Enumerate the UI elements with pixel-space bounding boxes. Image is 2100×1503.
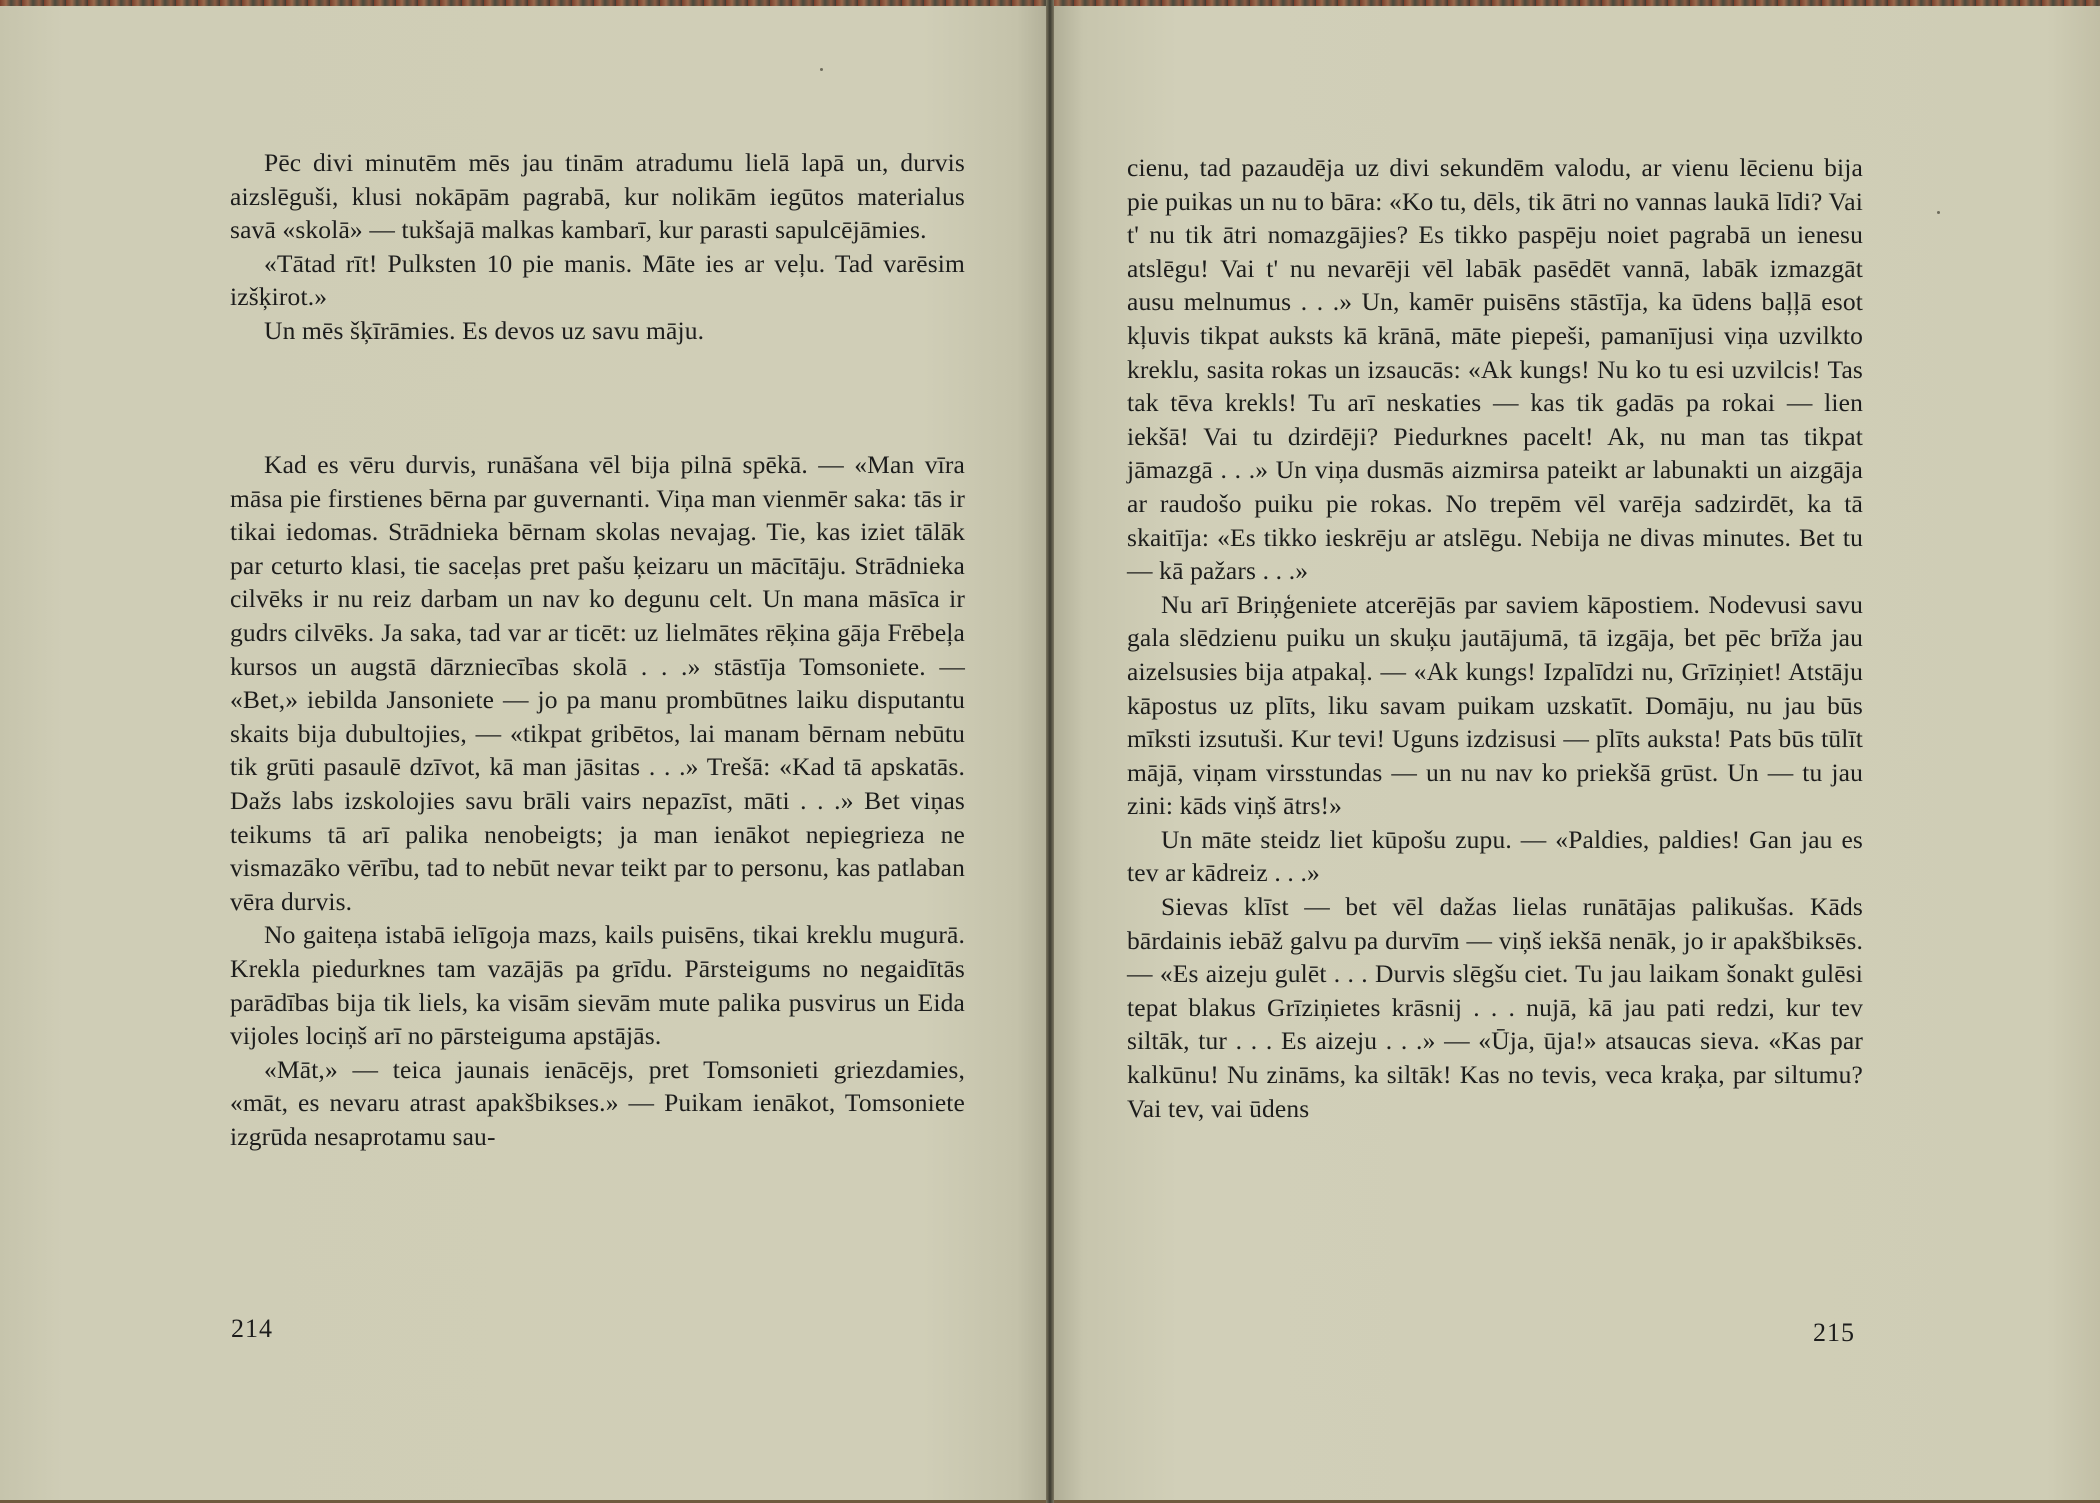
page-number-left: 214	[231, 1314, 273, 1343]
paragraph: «Tātad rīt! Pulksten 10 pie manis. Māte ies ar veļu. Tad varēsim izšķirot.»	[230, 248, 965, 312]
left-text-block-main	[230, 448, 965, 1153]
right-text-block	[1127, 151, 1863, 1125]
paragraph: Nu arī Briņģeniete atcerējās par saviem kāpostiem. Nodevusi savu gala slēdzienu puiku un skuķu jautājumā, tā izgāja, bet pēc brīža jau aizelsusies bija atpakaļ. — «Ak kungs! Izpalīdzi nu, Grīziņiet! Atstāju kāpostus uz plīts, liku savam puikam uzskatīt. Domāju, nu jau būs mīksti izsutuši. Kur tevi! Uguns izdzisusi — plīts auksta! Pats būs tūlīt mājā, viņam virsstundas — un nu nav ko priekšā grūst. Un — tu jau zini: kāds viņš ātrs!»	[1127, 589, 1863, 821]
paragraph: «Māt,» — teica jaunais ienācējs, pret Tomsonieti griezdamies, «māt, es nevaru atrast apakšbikses.» — Puikam ienākot, Tomsoniete izgrūda nesaprotamu sau-	[230, 1054, 965, 1151]
left-page	[0, 6, 1048, 1500]
paragraph: Un māte steidz liet kūpošu zupu. — «Paldies, paldies! Gan jau es tev ar kādreiz . . .»	[1127, 824, 1863, 888]
paragraph: Pēc divi minutēm mēs jau tinām atradumu lielā lapā un, durvis aizslēguši, klusi nokāpām pagrabā, kur nolikām iegūtos materialus savā «skolā» — tukšajā malkas kambarī, kur parasti sapulcējāmies.	[230, 148, 965, 245]
paper-speck	[1937, 211, 1940, 214]
paragraph: cienu, tad pazaudēja uz divi sekundēm valodu, ar vienu lēcienu bija pie puikas un nu to bāra: «Ko tu, dēls, tik ātri no vannas laukā līdi? Vai t' nu tik ātri nomazgājies? Es tikko paspēju noiet pagrabā un ienesu atslēgu! Vai t' nu nevarēji vēl labāk pasēdēt vannā, labāk izmazgāt ausu melnumus . . .» Un, kamēr puisēns stāstīja, ka ūdens baļļā esot kļuvis tikpat auksts kā krānā, māte piepeši, pamanījusi viņa uzvilkto kreklu, sasita rokas un izsaucās: «Ak kungs! Nu ko tu esi uzvilcis! Tas tak tēva krekls! Tu arī neskaties — kas tik gadās pa rokai — lien iekšā! Vai tu dzirdēji? Piedurknes pacelt! Ak, nu man tas tikpat jāmazgā . . .» Un viņa dusmās aizmirsa pateikt ar labunakti un aizgāja ar raudošo puiku pie rokas. No trepēm vēl varēja sadzirdēt, ka tā skaitīja: «Es tikko ieskrēju ar atslēgu. Nebija ne divas minutes. Bet tu — kā pažars . . .»	[1127, 153, 1863, 586]
paragraph: Kad es vēru durvis, runāšana vēl bija pilnā spēkā. — «Man vīra māsa pie firstienes bērna par guvernanti. Viņa man vienmēr saka: tās ir tikai iedomas. Strādnieka bērnam skolas nevajag. Tie, kas iziet tālāk par ceturto klasi, tie saceļas pret pašu ķeizaru un mācītāju. Strādnieka cilvēks ir nu reiz darbam un nav ko degunu celt. Un mana māsīca ir gudrs cilvēks. Ja saka, tad var ar ticēt: uz lielmātes rēķina gāja Frēbeļa kursos un augstā dārzniecības skolā . . .» stāstīja Tomsoniete. — «Bet,» iebilda Jansoniete — jo pa manu prombūtnes laiku disputantu skaits bija dubultojies, — «tikpat gribētos, lai manam bērnam nebūtu tik grūti pasaulē dzīvot, kā man jāsitas . . .» Trešā: «Kad tā apskatās. Dažs labs izskolojies savu brāli vairs nepazīst, māti . . .» Bet viņas teikums tā arī palika nenobeigts; ja man ienākot nepiegrieza ne vismazāko vērību, tad to nebūt nevar teikt par to personu, kas patlaban vēra durvis.	[230, 450, 965, 916]
page-number-right: 215	[1813, 1318, 1855, 1347]
paragraph: No gaiteņa istabā ielīgoja mazs, kails puisēns, tikai kreklu mugurā. Krekla piedurknes tam vazājās pa grīdu. Pārsteigums no negaidītās parādības bija tik liels, ka visām sievām mute palika pusvirus un Eida vijoles lociņš arī no pārsteiguma apstājās.	[230, 920, 965, 1051]
right-page	[1052, 6, 2100, 1500]
book-gutter	[1046, 0, 1054, 1503]
paper-speck	[820, 68, 823, 71]
left-text-block-top	[230, 146, 965, 348]
paragraph: Sievas klīst — bet vēl dažas lielas runātājas palikušas. Kāds bārdainis iebāž galvu pa durvīm — viņš iekšā nenāk, jo ir apakšbiksēs. — «Es aizeju gulēt . . . Durvis slēgšu ciet. Tu jau laikam šonakt gulēsi tepat blakus Grīziņietes krāsnij . . . nujā, kā jau pati redzi, kur tev siltāk, tur . . . Es aizeju . . .» — «Ūja, ūja!» atsaucas sieva. «Kas par kalkūnu! Nu zināms, ka siltāk! Kas no tevis, veca kraķa, par siltumu? Vai tev, vai ūdens	[1127, 892, 1863, 1123]
paragraph: Un mēs šķīrāmies. Es devos uz savu māju.	[264, 315, 705, 345]
